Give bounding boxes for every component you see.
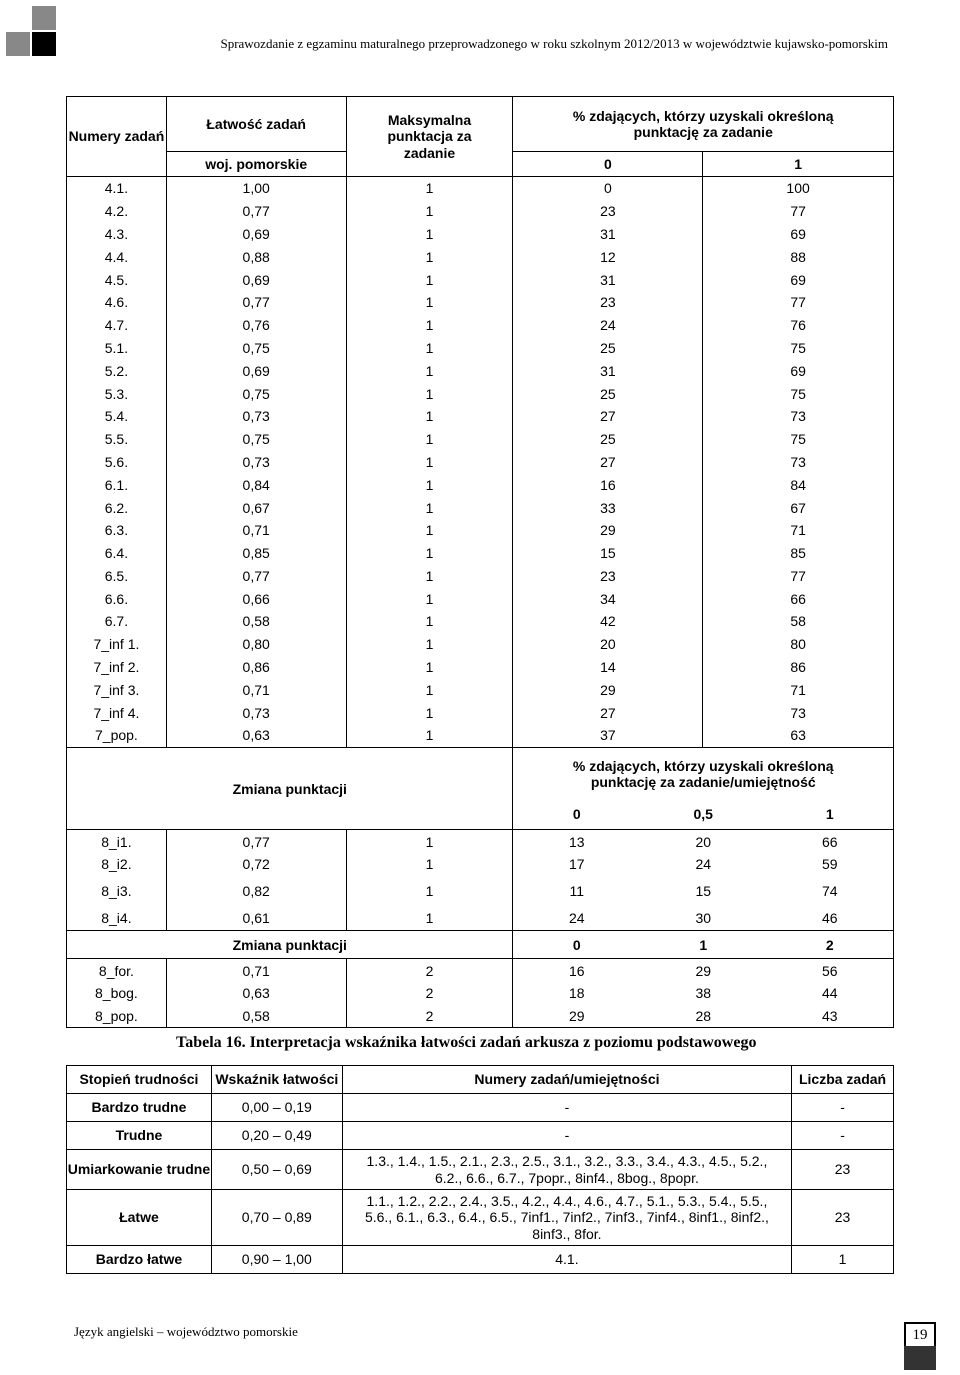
- interp-cell: -: [342, 1094, 791, 1122]
- table-cell: 75: [703, 337, 894, 360]
- corner-square-gray: [6, 32, 30, 56]
- header-procent-zdajacych: % zdających, którzy uzyskali określoną punktację za zadanie: [513, 97, 894, 152]
- table-row: [67, 519, 894, 542]
- table-cell: 0,63: [166, 982, 346, 1005]
- header-score-1: 1: [699, 936, 708, 953]
- table-row: [67, 291, 894, 314]
- table-cell: 1: [346, 337, 513, 360]
- table-cell: 0,75: [166, 337, 346, 360]
- table-cell: 0,88: [166, 245, 346, 268]
- table-cell: 1: [346, 906, 513, 931]
- score-values-cell: [513, 982, 894, 1005]
- table-cell: 31: [513, 268, 703, 291]
- table-cell: 1: [346, 382, 513, 405]
- table-cell: 6.5.: [67, 565, 167, 588]
- table-cell: 20: [513, 633, 703, 656]
- table-cell: 0,63: [166, 724, 346, 747]
- table-cell: 20: [695, 833, 712, 850]
- table-cell: 69: [703, 359, 894, 382]
- table-cell: 46: [821, 910, 838, 927]
- table-cell: 24: [695, 856, 712, 873]
- table-cell: 1: [346, 587, 513, 610]
- table-cell: 1: [346, 473, 513, 496]
- table-cell: 1: [346, 610, 513, 633]
- interp-header-cell: Wskaźnik łatwości: [211, 1066, 342, 1094]
- table-cell: 74: [821, 882, 838, 899]
- table-cell: 1: [346, 451, 513, 474]
- corner-square-black: [32, 32, 56, 56]
- table-cell: 85: [703, 542, 894, 565]
- table-row: [67, 982, 894, 1005]
- table-cell: 11: [569, 882, 584, 899]
- table-cell: 71: [703, 519, 894, 542]
- table-cell: 6.2.: [67, 496, 167, 519]
- table-row: [67, 656, 894, 679]
- table-cell: 1: [346, 496, 513, 519]
- table-row: [67, 587, 894, 610]
- table-cell: 63: [703, 724, 894, 747]
- header-maks-punktacja: Maksymalna punktacja za zadanie: [346, 97, 513, 177]
- table-row: [67, 610, 894, 633]
- table-cell: 0,75: [166, 382, 346, 405]
- table-cell: 0,77: [166, 565, 346, 588]
- header-woj: woj. pomorskie: [166, 152, 346, 177]
- table-cell: 1: [346, 876, 513, 906]
- interp-cell: 1.1., 1.2., 2.2., 2.4., 3.5., 4.2., 4.4., 4.6., 4.7., 5.1., 5.3., 5.4., 5.5., 5.6., 6.1., 6.3., 6.4., 6.5., 7inf1., 7inf2., 7inf3., 7inf4., 8inf1., 8inf2., 8inf3., 8for.: [342, 1190, 791, 1246]
- table-cell: 1,00: [166, 177, 346, 200]
- interp-cell: 0,90 – 1,00: [211, 1246, 342, 1274]
- interp-cell: Umiarkowanie trudne: [67, 1150, 212, 1190]
- table-cell: 7_inf 1.: [67, 633, 167, 656]
- table-cell: 5.1.: [67, 337, 167, 360]
- interp-cell: 0,50 – 0,69: [211, 1150, 342, 1190]
- table-row: [67, 451, 894, 474]
- table-cell: 6.7.: [67, 610, 167, 633]
- table-cell: 4.6.: [67, 291, 167, 314]
- table-cell: 73: [703, 701, 894, 724]
- section-header-row: [67, 747, 894, 799]
- table-cell: 27: [513, 405, 703, 428]
- header-score-05: 0,5: [693, 806, 713, 823]
- table-row: [67, 359, 894, 382]
- table-cell: 0,58: [166, 1005, 346, 1028]
- table-cell: 0,86: [166, 656, 346, 679]
- table-cell: 2: [346, 982, 513, 1005]
- table-row: [67, 565, 894, 588]
- table-cell: 14: [513, 656, 703, 679]
- table-cell: 76: [703, 314, 894, 337]
- interp-row: [67, 1150, 894, 1190]
- header-score-0: 0: [572, 806, 581, 823]
- table-cell: 43: [821, 1008, 838, 1025]
- table-row: [67, 1005, 894, 1028]
- table-row: [67, 428, 894, 451]
- table-cell: 0,73: [166, 405, 346, 428]
- table-cell: 23: [513, 200, 703, 223]
- table-row: [67, 906, 894, 931]
- table-cell: 24: [513, 314, 703, 337]
- header-score-2: 2: [825, 936, 834, 953]
- table-cell: 58: [703, 610, 894, 633]
- table-cell: 71: [703, 679, 894, 702]
- table-cell: 17: [568, 856, 585, 873]
- table-cell: 29: [695, 962, 712, 979]
- interp-cell: 1.3., 1.4., 1.5., 2.1., 2.3., 2.5., 3.1., 3.2., 3.3., 3.4., 4.3., 4.5., 5.2., 6.2., 6.6., 6.7., 7popr., 8inf4., 8bog., 8popr.: [342, 1150, 791, 1190]
- table-cell: 25: [513, 337, 703, 360]
- table-row: [67, 701, 894, 724]
- table-cell: 0,77: [166, 830, 346, 853]
- score-levels-cell: [513, 799, 894, 830]
- table-cell: 0,71: [166, 959, 346, 982]
- interp-cell: -: [792, 1122, 894, 1150]
- interp-row: [67, 1190, 894, 1246]
- table-cell: 25: [513, 428, 703, 451]
- table-cell: 30: [695, 910, 712, 927]
- results-table: [66, 96, 894, 1028]
- table-row: [67, 876, 894, 906]
- table-cell: 42: [513, 610, 703, 633]
- table-cell: 38: [695, 985, 712, 1002]
- table-row: [67, 830, 894, 853]
- score-values-cell: [513, 906, 894, 931]
- header-latwosc: Łatwość zadań: [166, 97, 346, 152]
- table-cell: 1: [346, 542, 513, 565]
- table-cell: 0,69: [166, 223, 346, 246]
- table-cell: 7_inf 3.: [67, 679, 167, 702]
- header-zmiana-punktacji: Zmiana punktacji: [67, 931, 513, 959]
- table-cell: 80: [703, 633, 894, 656]
- table-cell: 1: [346, 268, 513, 291]
- table-cell: 59: [821, 856, 838, 873]
- table-cell: 0,69: [166, 268, 346, 291]
- table-row: [67, 268, 894, 291]
- interp-cell: 23: [792, 1150, 894, 1190]
- score-values-cell: [513, 1005, 894, 1028]
- table-cell: 15: [513, 542, 703, 565]
- score-levels-cell: [513, 931, 894, 959]
- table-cell: 1: [346, 291, 513, 314]
- table-cell: 1: [346, 656, 513, 679]
- table-cell: 2: [346, 959, 513, 982]
- table-cell: 66: [703, 587, 894, 610]
- table-row: [67, 245, 894, 268]
- interp-header-cell: Stopień trudności: [67, 1066, 212, 1094]
- table-cell: 12: [513, 245, 703, 268]
- table-cell: 7_inf 4.: [67, 701, 167, 724]
- table-cell: 29: [513, 679, 703, 702]
- table-cell: 0,77: [166, 200, 346, 223]
- header-score-1: 1: [825, 806, 834, 823]
- table-cell: 8_i2.: [67, 853, 167, 876]
- table-cell: 6.4.: [67, 542, 167, 565]
- interp-header-cell: Liczba zadań: [792, 1066, 894, 1094]
- table-cell: 69: [703, 268, 894, 291]
- table-row: [67, 382, 894, 405]
- page-number: 19: [904, 1322, 936, 1348]
- table-cell: 16: [513, 473, 703, 496]
- score-values-cell: [513, 876, 894, 906]
- table-cell: 67: [703, 496, 894, 519]
- table-cell: 1: [346, 359, 513, 382]
- score-values-cell: [513, 830, 894, 853]
- interp-cell: Bardzo trudne: [67, 1094, 212, 1122]
- table-cell: 0,67: [166, 496, 346, 519]
- table-cell: 2: [346, 1005, 513, 1028]
- table-cell: 0,73: [166, 701, 346, 724]
- interp-cell: -: [342, 1122, 791, 1150]
- table-cell: 6.1.: [67, 473, 167, 496]
- table-cell: 1: [346, 428, 513, 451]
- table-cell: 75: [703, 428, 894, 451]
- interp-cell: 0,00 – 0,19: [211, 1094, 342, 1122]
- score-values-cell: [513, 959, 894, 982]
- table-cell: 1: [346, 200, 513, 223]
- header-score-1: 1: [703, 152, 894, 177]
- table-cell: 23: [513, 565, 703, 588]
- interp-row: [67, 1094, 894, 1122]
- header-procent-zdajacych-umiejetnosc: % zdających, którzy uzyskali określoną punktację za zadanie/umiejętność: [513, 747, 894, 799]
- table-row: [67, 496, 894, 519]
- table-cell: 5.6.: [67, 451, 167, 474]
- table-row: [67, 724, 894, 747]
- interp-header-row: [67, 1066, 894, 1094]
- table-cell: 13: [568, 833, 585, 850]
- table-cell: 0,71: [166, 519, 346, 542]
- table-cell: 8_i3.: [67, 876, 167, 906]
- table-cell: 69: [703, 223, 894, 246]
- table-cell: 86: [703, 656, 894, 679]
- header-numery: Numery zadań: [67, 97, 167, 177]
- table-cell: 0,82: [166, 876, 346, 906]
- interp-row: [67, 1122, 894, 1150]
- table-cell: 8_i1.: [67, 830, 167, 853]
- table-cell: 100: [703, 177, 894, 200]
- header-zmiana-punktacji-label: Zmiana punktacji: [232, 780, 347, 797]
- table-cell: 23: [513, 291, 703, 314]
- table-cell: 31: [513, 223, 703, 246]
- table-cell: 0,69: [166, 359, 346, 382]
- corner-square-gray: [32, 6, 56, 30]
- table-cell: 77: [703, 565, 894, 588]
- table-cell: 88: [703, 245, 894, 268]
- table-cell: 31: [513, 359, 703, 382]
- table-row: [67, 200, 894, 223]
- table-cell: 4.7.: [67, 314, 167, 337]
- table-cell: 1: [346, 405, 513, 428]
- table-row: [67, 542, 894, 565]
- table-cell: 4.2.: [67, 200, 167, 223]
- table-cell: 5.3.: [67, 382, 167, 405]
- table-cell: 5.2.: [67, 359, 167, 382]
- table-cell: 0: [513, 177, 703, 200]
- table-cell: 25: [513, 382, 703, 405]
- section-header-row: [67, 931, 894, 959]
- table-cell: 0,72: [166, 853, 346, 876]
- table-cell: 4.5.: [67, 268, 167, 291]
- interp-cell: 0,20 – 0,49: [211, 1122, 342, 1150]
- interpretation-table: [66, 1065, 894, 1274]
- table-cell: 1: [346, 245, 513, 268]
- table-cell: 0,84: [166, 473, 346, 496]
- table-cell: 66: [821, 833, 838, 850]
- table-cell: 8_bog.: [67, 982, 167, 1005]
- table-cell: 4.4.: [67, 245, 167, 268]
- table-row: [67, 473, 894, 496]
- table-cell: 27: [513, 451, 703, 474]
- table-cell: 1: [346, 519, 513, 542]
- table-cell: 1: [346, 853, 513, 876]
- table-cell: 7_inf 2.: [67, 656, 167, 679]
- table-row: [67, 679, 894, 702]
- table-cell: 73: [703, 405, 894, 428]
- table-cell: 1: [346, 314, 513, 337]
- interp-row: [67, 1246, 894, 1274]
- table-cell: 1: [346, 830, 513, 853]
- table-cell: 15: [695, 882, 712, 899]
- table-cell: 33: [513, 496, 703, 519]
- table-cell: 77: [703, 200, 894, 223]
- table-cell: 56: [821, 962, 838, 979]
- table-cell: 29: [513, 519, 703, 542]
- table-cell: 0,76: [166, 314, 346, 337]
- table-row: [67, 177, 894, 200]
- table-cell: 1: [346, 633, 513, 656]
- page-number-decoration: [904, 1346, 936, 1370]
- table-row: [67, 223, 894, 246]
- table-cell: 0,75: [166, 428, 346, 451]
- table-cell: 1: [346, 223, 513, 246]
- table-cell: 0,66: [166, 587, 346, 610]
- table-cell: 1: [346, 724, 513, 747]
- table-cell: 34: [513, 587, 703, 610]
- table-cell: 0,85: [166, 542, 346, 565]
- table-row: [67, 959, 894, 982]
- table-cell: 28: [695, 1008, 712, 1025]
- interp-cell: Trudne: [67, 1122, 212, 1150]
- table-row: [67, 337, 894, 360]
- interp-cell: 1: [792, 1246, 894, 1274]
- table-cell: 37: [513, 724, 703, 747]
- table-row: [67, 853, 894, 876]
- table-cell: 0,77: [166, 291, 346, 314]
- header-score-0: 0: [572, 936, 581, 953]
- interp-cell: Bardzo łatwe: [67, 1246, 212, 1274]
- table-row: [67, 405, 894, 428]
- table-row: [67, 314, 894, 337]
- table-cell: 77: [703, 291, 894, 314]
- table-cell: 1: [346, 565, 513, 588]
- table-cell: 1: [346, 701, 513, 724]
- interp-cell: 23: [792, 1190, 894, 1246]
- table-cell: 0,61: [166, 906, 346, 931]
- table-cell: 44: [821, 985, 838, 1002]
- table-cell: 8_pop.: [67, 1005, 167, 1028]
- table-cell: 84: [703, 473, 894, 496]
- table-row: [67, 633, 894, 656]
- table-cell: 5.5.: [67, 428, 167, 451]
- table-cell: 8_i4.: [67, 906, 167, 931]
- table-cell: 1: [346, 177, 513, 200]
- interp-header-cell: Numery zadań/umiejętności: [342, 1066, 791, 1094]
- table-cell: 5.4.: [67, 405, 167, 428]
- table-cell: 6.3.: [67, 519, 167, 542]
- table-cell: 0,73: [166, 451, 346, 474]
- table-cell: 6.6.: [67, 587, 167, 610]
- score-values-cell: [513, 853, 894, 876]
- interp-cell: 0,70 – 0,89: [211, 1190, 342, 1246]
- table-cell: 1: [346, 679, 513, 702]
- table-cell: 29: [568, 1008, 585, 1025]
- header-title: Sprawozdanie z egzaminu maturalnego przeprowadzonego w roku szkolnym 2012/2013 w województwie kujawsko-pomorskim: [220, 36, 888, 51]
- table-cell: 27: [513, 701, 703, 724]
- table-cell: 0,58: [166, 610, 346, 633]
- table-cell: 16: [568, 962, 585, 979]
- table-cell: 75: [703, 382, 894, 405]
- table-cell: 8_for.: [67, 959, 167, 982]
- table-cell: 4.1.: [67, 177, 167, 200]
- footer-text: Język angielski – województwo pomorskie: [74, 1324, 298, 1339]
- interp-cell: -: [792, 1094, 894, 1122]
- table-cell: 7_pop.: [67, 724, 167, 747]
- header-zmiana-punktacji: [67, 747, 513, 830]
- table-cell: 0,80: [166, 633, 346, 656]
- table-cell: 73: [703, 451, 894, 474]
- interp-cell: Łatwe: [67, 1190, 212, 1246]
- interp-cell: 4.1.: [342, 1246, 791, 1274]
- table-cell: 24: [568, 910, 585, 927]
- table-cell: 18: [568, 985, 585, 1002]
- header-score-0: 0: [513, 152, 703, 177]
- table-cell: 4.3.: [67, 223, 167, 246]
- table-cell: 0,71: [166, 679, 346, 702]
- table-caption: Tabela 16. Interpretacja wskaźnika łatwości zadań arkusza z poziomu podstawowego: [176, 1034, 757, 1051]
